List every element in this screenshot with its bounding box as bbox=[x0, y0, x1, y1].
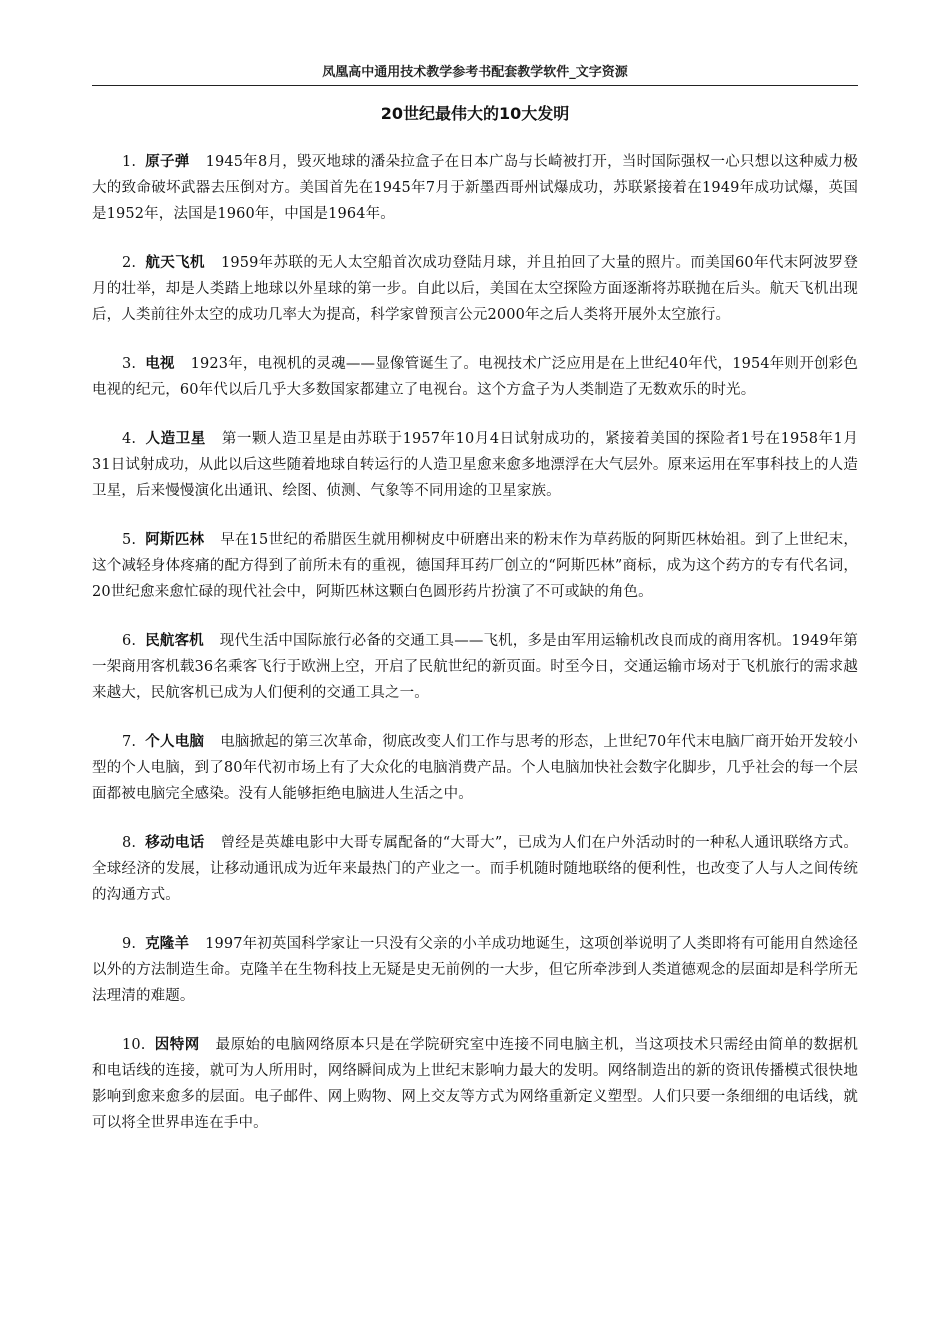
entry-number: 8. bbox=[122, 835, 137, 851]
invention-name: 民航客机 bbox=[145, 633, 204, 649]
invention-entry bbox=[92, 931, 858, 1009]
entry-number: 1. bbox=[122, 154, 137, 170]
invention-name: 电视 bbox=[145, 356, 175, 372]
entry-text: 1945年8月，毁灭地球的潘朵拉盒子在日本广岛与长崎被打开，当时国际强权一心只想以这种威力极大的致命破坏武器去压倒对方。美国首先在1945年7月于新墨西哥州试爆成功，苏联紧接着在1949年成功试爆，英国是1952年，法国是1960年，中国是1964年。 bbox=[92, 154, 858, 222]
invention-name: 阿斯匹林 bbox=[145, 532, 205, 548]
entry-text: 1923年，电视机的灵魂——显像管诞生了。电视技术广泛应用是在上世纪40年代，1954年则开创彩色电视的纪元，60年代以后几乎大多数国家都建立了电视台。这个方盒子为人类制造了无数欢乐的时光。 bbox=[92, 356, 858, 398]
entry-text: 最原始的电脑网络原本只是在学院研究室中连接不同电脑主机，当这项技术只需经由简单的数据机和电话线的连接，就可为人所用时，网络瞬间成为上世纪末影响力最大的发明。网络制造出的新的资讯传播模式很快地影响到愈来愈多的层面。电子邮件、网上购物、网上交友等方式为网络重新定义塑型。人们只要一条细细的电话线，就可以将全世界串连在手中。 bbox=[92, 1037, 858, 1131]
invention-entry bbox=[92, 149, 858, 227]
invention-name: 人造卫星 bbox=[145, 431, 206, 447]
invention-entry bbox=[92, 729, 858, 807]
entry-text: 1997年初英国科学家让一只没有父亲的小羊成功地诞生，这项创举说明了人类即将有可能用自然途径以外的方法制造生命。克隆羊在生物科技上无疑是史无前例的一大步，但它所牵涉到人类道德观念的层面却是科学所无法理清的难题。 bbox=[92, 936, 858, 1004]
entry-text: 1959年苏联的无人太空船首次成功登陆月球，并且拍回了大量的照片。而美国60年代末阿波罗登月的壮举，却是人类踏上地球以外星球的第一步。自此以后，美国在太空探险方面逐渐将苏联抛在后头。航天飞机出现后，人类前往外太空的成功几率大为提高，科学家曾预言公元2000年之后人类将开展外太空旅行。 bbox=[92, 255, 858, 323]
entry-number: 10. bbox=[122, 1037, 146, 1053]
entry-text: 现代生活中国际旅行必备的交通工具——飞机，多是由军用运输机改良而成的商用客机。1949年第一架商用客机载36名乘客飞行于欧洲上空，开启了民航世纪的新页面。时至今日，交通运输市场对于飞机旅行的需求越来越大，民航客机已成为人们便利的交通工具之一。 bbox=[92, 633, 858, 701]
entry-number: 9. bbox=[122, 936, 137, 952]
invention-entry bbox=[92, 250, 858, 328]
page-title: 20世纪最伟大的10大发明 bbox=[380, 104, 570, 123]
invention-entry bbox=[92, 628, 858, 706]
invention-name: 因特网 bbox=[154, 1037, 200, 1053]
running-header: 凤凰高中通用技术教学参考书配套教学软件_文字资源 bbox=[322, 65, 628, 80]
entry-text: 第一颗人造卫星是由苏联于1957年10月4日试射成功的，紧接着美国的探险者1号在1958年1月31日试射成功，从此以后这些随着地球自转运行的人造卫星愈来愈多地漂浮在大气层外。原来运用在军事科技上的人造卫星，后来慢慢演化出通讯、绘图、侦测、气象等不同用途的卫星家族。 bbox=[92, 431, 858, 499]
invention-name: 原子弹 bbox=[145, 154, 190, 170]
entry-number: 4. bbox=[122, 431, 137, 447]
invention-entry bbox=[92, 830, 858, 908]
invention-entry bbox=[92, 1032, 858, 1136]
entry-text: 电脑掀起的第三次革命，彻底改变人们工作与思考的形态，上世纪70年代末电脑厂商开始开发较小型的个人电脑，到了80年代初市场上有了大众化的电脑消费产品。个人电脑加快社会数字化脚步，几乎社会的每一个层面都被电脑完全感染。没有人能够拒绝电脑进人生活之中。 bbox=[92, 734, 858, 802]
invention-name: 克隆羊 bbox=[145, 936, 190, 952]
invention-name: 航天飞机 bbox=[145, 255, 205, 271]
entry-number: 2. bbox=[122, 255, 137, 271]
entry-text: 曾经是英雄电影中大哥专属配备的“大哥大”，已成为人们在户外活动时的一种私人通讯联络方式。全球经济的发展，让移动通讯成为近年来最热门的产业之一。而手机随时随地联络的便利性，也改变了人与人之间传统的沟通方式。 bbox=[92, 835, 858, 903]
document-body bbox=[92, 149, 858, 1159]
entry-number: 5. bbox=[122, 532, 137, 548]
invention-entry bbox=[92, 426, 858, 504]
invention-name: 移动电话 bbox=[145, 835, 205, 851]
invention-name: 个人电脑 bbox=[145, 734, 205, 750]
entry-number: 3. bbox=[122, 356, 137, 372]
entry-number: 6. bbox=[122, 633, 137, 649]
header-divider bbox=[92, 85, 858, 86]
invention-entry bbox=[92, 527, 858, 605]
entry-number: 7. bbox=[122, 734, 137, 750]
entry-text: 早在15世纪的希腊医生就用柳树皮中研磨出来的粉末作为草药版的阿斯匹林始祖。到了上世纪末，这个减轻身体疼痛的配方得到了前所未有的重视，德国拜耳药厂创立的“阿斯匹林”商标，成为这个药方的专有代名词，20世纪愈来愈忙碌的现代社会中，阿斯匹林这颗白色圆形药片扮演了不可或缺的角色。 bbox=[92, 532, 858, 600]
invention-entry bbox=[92, 351, 858, 403]
